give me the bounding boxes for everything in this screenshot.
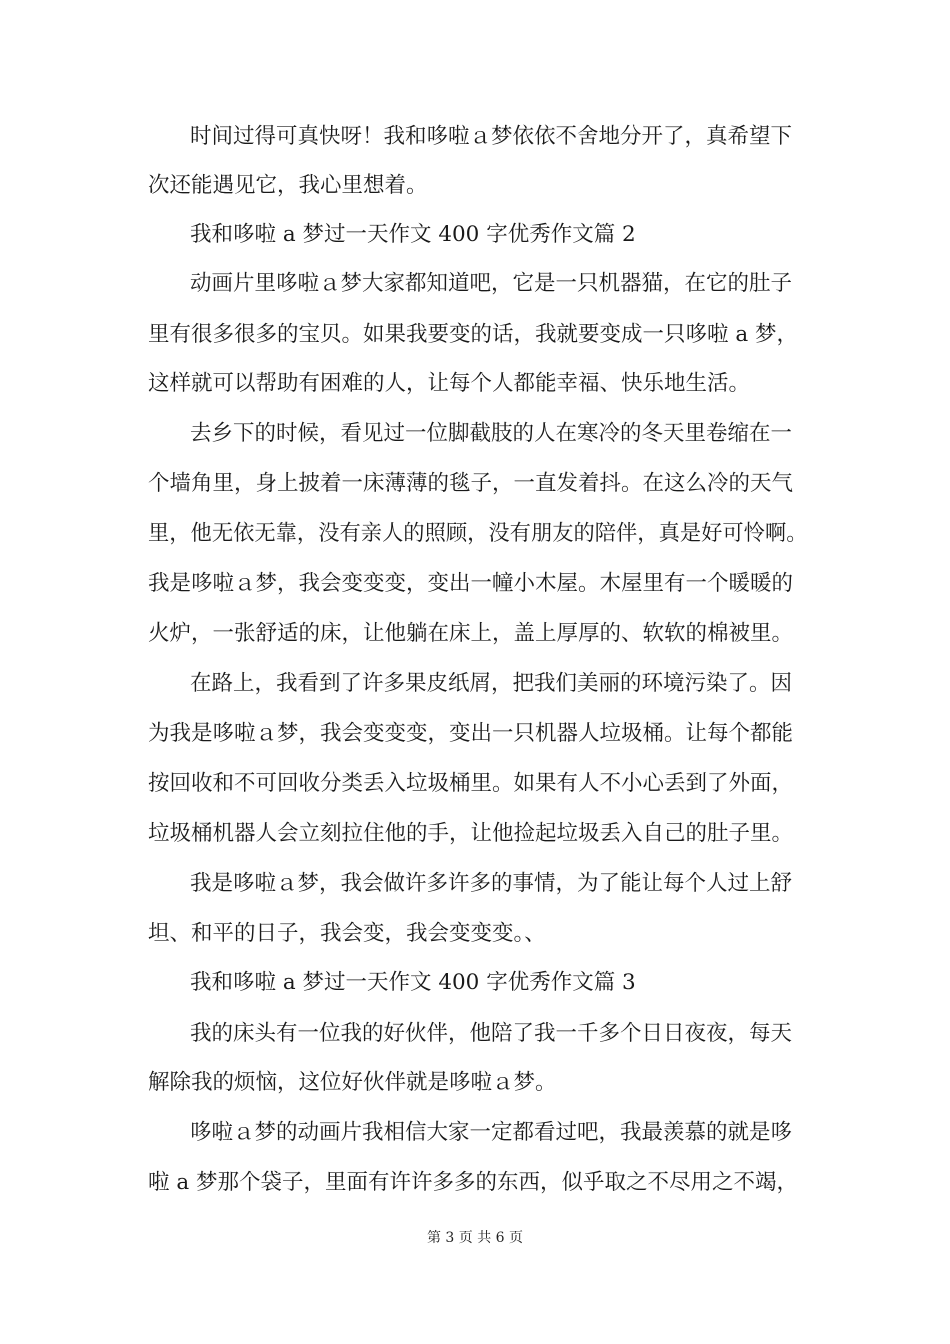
- paragraph-line: 哆啦ａ梦的动画片我相信大家一定都看过吧，我最羡慕的就是哆: [190, 1120, 793, 1145]
- paragraph-line: 去乡下的时候，看见过一位脚截肢的人在寒冷的冬天里卷缩在一: [190, 421, 793, 446]
- paragraph-line: 个墙角里，身上披着一床薄薄的毯子，一直发着抖。在这么冷的天气: [148, 471, 794, 496]
- paragraph-line: 我是哆啦ａ梦，我会做许多许多的事情，为了能让每个人过上舒: [190, 871, 793, 896]
- paragraph-line: 里，他无依无靠，没有亲人的照顾，没有朋友的陪伴，真是好可怜啊。: [148, 521, 808, 546]
- paragraph-line: 里有很多很多的宝贝。如果我要变的话，我就要变成一只哆啦 a 梦，: [148, 322, 798, 347]
- paragraph-line: 按回收和不可回收分类丢入垃圾桶里。如果有人不小心丢到了外面，: [148, 771, 794, 796]
- paragraph-line: 为我是哆啦ａ梦，我会变变变，变出一只机器人垃圾桶。让每个都能: [148, 721, 794, 746]
- paragraph-line: 火炉，一张舒适的床，让他躺在床上，盖上厚厚的、软软的棉被里。: [148, 621, 794, 646]
- section-heading: 我和哆啦 a 梦过一天作文 400 字优秀作文篇 3: [190, 970, 636, 995]
- page-number-footer: 第 3 页 共 6 页: [426, 1230, 524, 1246]
- paragraph-line: 垃圾桶机器人会立刻拉住他的手，让他捡起垃圾丢入自己的肚子里。: [148, 821, 794, 846]
- paragraph-line: 坦、和平的日子，我会变，我会变变变。、: [148, 921, 546, 946]
- paragraph-line: 解除我的烦恼，这位好伙伴就是哆啦ａ梦。: [148, 1070, 557, 1095]
- paragraph-line: 时间过得可真快呀！我和哆啦ａ梦依依不舍地分开了，真希望下: [190, 124, 793, 149]
- paragraph-line: 啦 a 梦那个袋子，里面有许许多多的东西，似乎取之不尽用之不竭，: [148, 1170, 798, 1195]
- paragraph-line: 动画片里哆啦ａ梦大家都知道吧，它是一只机器猫，在它的肚子: [190, 271, 793, 296]
- paragraph-line: 这样就可以帮助有困难的人，让每个人都能幸福、快乐地生活。: [148, 371, 751, 396]
- paragraph-line: 次还能遇见它，我心里想着。: [148, 173, 428, 198]
- paragraph-line: 我是哆啦ａ梦，我会变变变，变出一幢小木屋。木屋里有一个暖暖的: [148, 571, 794, 596]
- paragraph-line: 我的床头有一位我的好伙伴，他陪了我一千多个日日夜夜，每天: [190, 1021, 793, 1046]
- paragraph-line: 在路上，我看到了许多果皮纸屑，把我们美丽的环境污染了。因: [190, 671, 793, 696]
- section-heading: 我和哆啦 a 梦过一天作文 400 字优秀作文篇 2: [190, 222, 636, 247]
